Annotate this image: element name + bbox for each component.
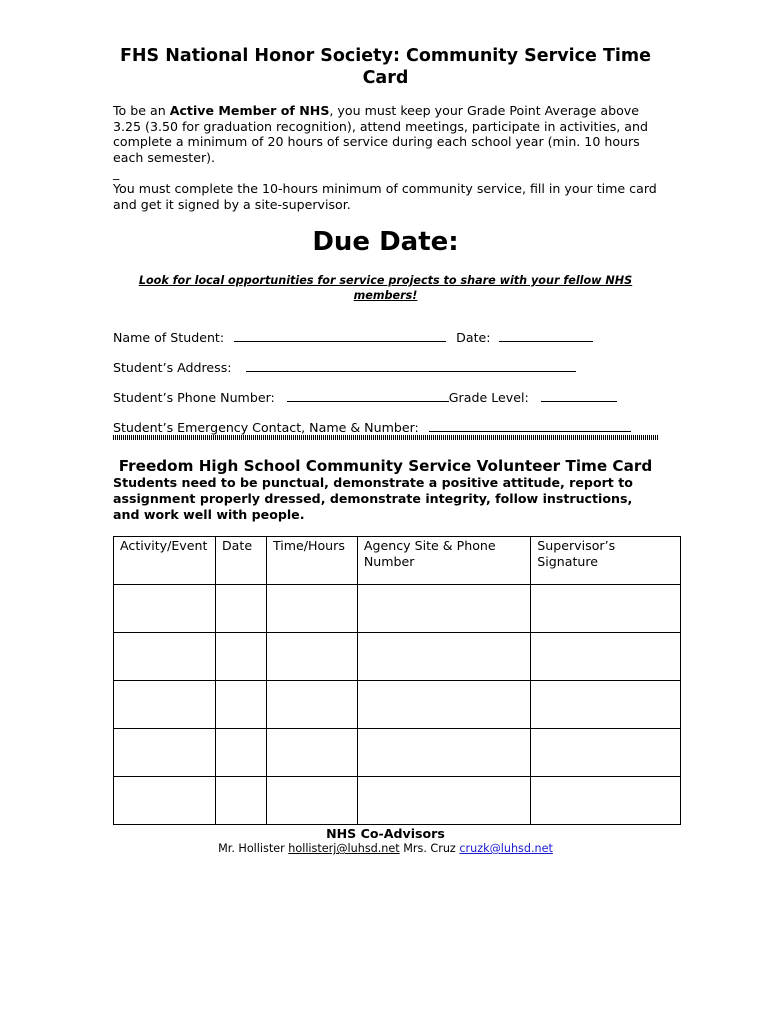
- agency-cell[interactable]: [357, 585, 530, 633]
- blank-line: _: [113, 165, 120, 180]
- emergency-row: [113, 419, 631, 436]
- advisor2-email-link[interactable]: cruzk@luhsd.net: [459, 842, 553, 855]
- hours-cell[interactable]: [266, 777, 357, 825]
- advisors-footer: [113, 826, 658, 856]
- signature-cell[interactable]: [531, 585, 681, 633]
- date-cell[interactable]: [215, 729, 266, 777]
- membership-requirements: [113, 103, 658, 165]
- phone-input-line[interactable]: [287, 389, 449, 402]
- date-cell[interactable]: [215, 585, 266, 633]
- intro-suffix: , you must keep your Grade Point Average above 3.25 (3.50 for graduation recognition), attend meetings, participate in activities, and complete a minimum of 20 hours of service during each school year (min. 10 hours each semester).: [113, 103, 649, 165]
- agency-cell[interactable]: [357, 777, 530, 825]
- signature-cell[interactable]: [531, 633, 681, 681]
- emergency-label: Student’s Emergency Contact, Name & Number:: [113, 420, 419, 435]
- name-label: Name of Student:: [113, 330, 225, 345]
- name-input-line[interactable]: [234, 329, 446, 342]
- table-row: [114, 633, 681, 681]
- table-row: [114, 681, 681, 729]
- intro-prefix: To be an: [113, 103, 170, 118]
- address-input-line[interactable]: [246, 359, 576, 372]
- opportunities-note: Look for local opportunities for service projects to share with your fellow NHS members!: [138, 274, 633, 302]
- time-card-table: [113, 536, 681, 825]
- table-row: [114, 729, 681, 777]
- address-row: [113, 359, 576, 376]
- table-row: [114, 585, 681, 633]
- table-header-row: [114, 537, 681, 585]
- hours-cell[interactable]: [266, 633, 357, 681]
- advisor2-name: Mrs. Cruz: [403, 842, 456, 855]
- hours-cell[interactable]: [266, 681, 357, 729]
- emergency-input-line[interactable]: [429, 419, 631, 432]
- advisors-contacts: [113, 841, 658, 856]
- phone-grade-row: [113, 389, 617, 406]
- signature-cell[interactable]: [531, 729, 681, 777]
- agency-cell[interactable]: [357, 681, 530, 729]
- grade-label: Grade Level:: [448, 390, 529, 405]
- col-agency-site-phone: Agency Site & Phone Number: [357, 537, 530, 585]
- activity-cell[interactable]: [114, 777, 216, 825]
- signature-cell[interactable]: [531, 681, 681, 729]
- name-date-row: [113, 329, 593, 346]
- advisor1-name: Mr. Hollister: [218, 842, 285, 855]
- grade-input-line[interactable]: [541, 389, 617, 402]
- service-requirement: You must complete the 10-hours minimum of community service, fill in your time card and get it signed by a site-supervisor.: [113, 181, 657, 212]
- date-cell[interactable]: [215, 633, 266, 681]
- date-input-line[interactable]: [499, 329, 593, 342]
- address-label: Student’s Address:: [113, 360, 232, 375]
- activity-cell[interactable]: [114, 585, 216, 633]
- table-row: [114, 777, 681, 825]
- agency-cell[interactable]: [357, 729, 530, 777]
- hours-cell[interactable]: [266, 729, 357, 777]
- date-cell[interactable]: [215, 777, 266, 825]
- signature-cell[interactable]: [531, 777, 681, 825]
- col-supervisor-signature: Supervisor’s Signature: [531, 537, 681, 585]
- intro-bold: Active Member of NHS: [169, 103, 330, 118]
- phone-label: Student’s Phone Number:: [113, 390, 275, 405]
- col-time-hours: Time/Hours: [266, 537, 357, 585]
- advisors-heading: NHS Co-Advisors: [326, 826, 445, 841]
- time-card-instructions: Students need to be punctual, demonstrate a positive attitude, report to assignment properly dressed, demonstrate integrity, follow instructions, and work well with people.: [113, 475, 633, 522]
- activity-cell[interactable]: [114, 681, 216, 729]
- due-date-heading: Due Date:: [312, 227, 459, 257]
- hours-cell[interactable]: [266, 585, 357, 633]
- advisor1-email-link[interactable]: hollisterj@luhsd.net: [288, 842, 400, 855]
- activity-cell[interactable]: [114, 729, 216, 777]
- time-card-title: Freedom High School Community Service Volunteer Time Card: [118, 457, 653, 475]
- activity-cell[interactable]: [114, 633, 216, 681]
- section-divider: [113, 435, 658, 440]
- col-activity-event: Activity/Event: [114, 537, 216, 585]
- col-date: Date: [215, 537, 266, 585]
- date-label: Date:: [456, 330, 491, 345]
- page-title: FHS National Honor Society: Community Service Time Card: [119, 46, 652, 88]
- date-cell[interactable]: [215, 681, 266, 729]
- agency-cell[interactable]: [357, 633, 530, 681]
